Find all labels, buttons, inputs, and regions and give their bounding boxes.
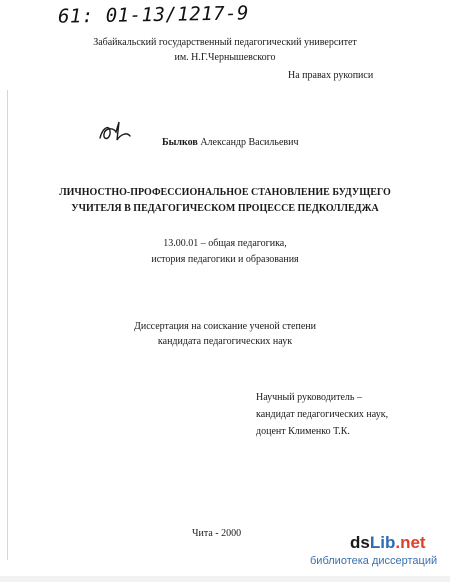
university-name: Забайкальский государственный педагогический университет <box>93 37 357 48</box>
logo-ds: ds <box>350 533 370 552</box>
dissertation-title-line1: ЛИЧНОСТНО-ПРОФЕССИОНАЛЬНОЕ СТАНОВЛЕНИЕ БУДУЩЕГО <box>59 187 391 198</box>
supervisor-label: Научный руководитель – <box>256 392 362 403</box>
university-dedication: им. Н.Г.Чернышевского <box>174 52 276 63</box>
dslib-logo <box>350 533 426 553</box>
handwritten-signature <box>97 118 133 146</box>
degree-sought-line1: Диссертация на соискание ученой степени <box>134 321 316 332</box>
logo-lib: Lib <box>369 533 396 552</box>
author-name <box>162 137 299 148</box>
degree-sought-line2: кандидата педагогических наук <box>157 336 293 347</box>
watermark-bar <box>0 576 450 582</box>
specialty-code: 13.00.01 – общая педагогика, <box>163 238 287 249</box>
dissertation-title-line2: УЧИТЕЛЯ В ПЕДАГОГИЧЕСКОМ ПРОЦЕССЕ ПЕДКОЛЛЕДЖА <box>71 203 379 214</box>
author-surname: Былков <box>162 137 198 148</box>
rights-note: На правах рукописи <box>288 70 374 81</box>
watermark-subtitle: библиотека диссертаций <box>310 555 438 567</box>
place-and-year: Чита - 2000 <box>192 528 242 539</box>
author-given-names: Александр Васильевич <box>200 137 299 148</box>
supervisor-name: доцент Клименко Т.К. <box>256 426 350 437</box>
logo-net: .net <box>395 533 426 552</box>
specialty-name: история педагогики и образования <box>151 254 299 265</box>
supervisor-degree: кандидат педагогических наук, <box>256 409 389 420</box>
archive-code-handwritten: 61: 01-13/1217-9 <box>57 2 250 28</box>
